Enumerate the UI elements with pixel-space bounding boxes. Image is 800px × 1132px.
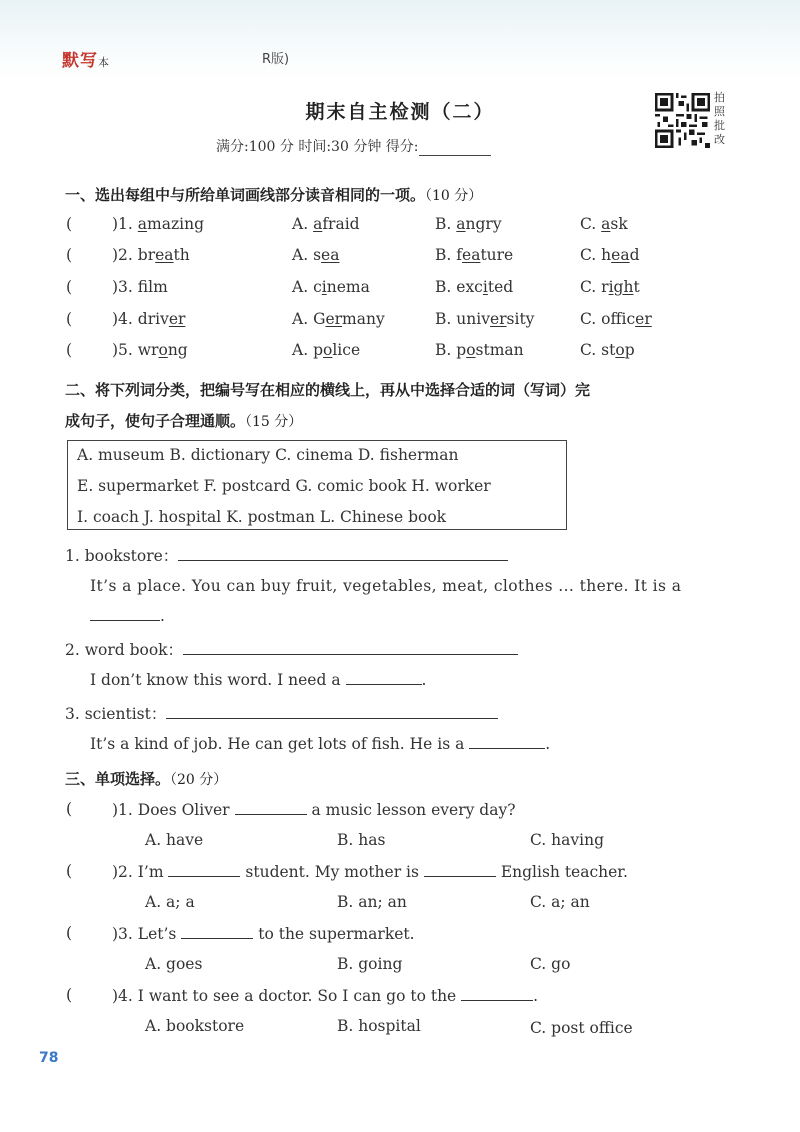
- q1-option-c-3[interactable]: C. right: [580, 278, 640, 296]
- q1-option-c-4[interactable]: C. officer: [580, 310, 652, 328]
- q1-option-b-2[interactable]: B. feature: [435, 246, 514, 264]
- q2-1-sentence: It’s a place. You can buy fruit, vegetables, meat, clothes ... there. It is a: [90, 577, 682, 595]
- q3-4-paren[interactable]: (: [66, 986, 73, 1004]
- q2-1-word-blank[interactable]: [90, 606, 160, 621]
- header-band: [0, 0, 800, 80]
- q1-word-5: )5. wrong: [112, 341, 188, 359]
- underlined-part: ea: [462, 246, 481, 264]
- qr-code-icon[interactable]: [655, 93, 710, 148]
- q3-3-stem: )3. Let’s to the supermarket.: [112, 925, 415, 943]
- score-info: 满分:100 分 时间:30 分钟 得分:: [216, 139, 419, 155]
- q3-1-option-a[interactable]: A. have: [145, 831, 204, 849]
- q3-2-stem: )2. I’m student. My mother is English teacher.: [112, 863, 628, 881]
- edition-label: R版): [262, 52, 290, 67]
- underlined-part: i: [482, 278, 488, 296]
- q2-1-label-line: 1. bookstore：: [65, 544, 508, 566]
- word-bank-box: [67, 440, 567, 530]
- brand-logo: 默写本: [62, 51, 110, 71]
- underlined-part: er: [489, 310, 507, 328]
- q2-1-answer-line: .: [90, 606, 165, 625]
- word-bank-row: A. museum B. dictionary C. cinema D. fisherman: [77, 446, 459, 464]
- underlined-part: o: [466, 341, 476, 359]
- q1-option-a-4[interactable]: A. Germany: [292, 310, 385, 328]
- page-title: 期末自主检测（二）: [305, 101, 495, 123]
- q2-2-word-blank[interactable]: [346, 670, 422, 685]
- qr-caption: 拍照批改: [714, 91, 725, 146]
- q1-word-4: )4. driver: [112, 310, 186, 328]
- underlined-part: er: [635, 310, 652, 328]
- answer-paren[interactable]: (: [66, 246, 73, 264]
- q3-2-option-b[interactable]: B. an; an: [337, 893, 407, 911]
- answer-paren[interactable]: (: [66, 278, 73, 296]
- q1-option-a-2[interactable]: A. sea: [292, 246, 340, 264]
- q1-option-b-5[interactable]: B. postman: [435, 341, 524, 359]
- underlined-part: a: [456, 215, 466, 233]
- underlined-part: o: [615, 341, 625, 359]
- q3-4-option-b[interactable]: B. hospital: [337, 1017, 421, 1035]
- q3-2-blank-2[interactable]: [424, 862, 496, 877]
- section-1-heading: 一、选出每组中与所给单词画线部分读音相同的一项。（10 分）: [65, 186, 483, 204]
- underlined-part: igh: [608, 278, 634, 296]
- q3-3-option-a[interactable]: A. goes: [145, 955, 203, 973]
- answer-paren[interactable]: (: [66, 215, 73, 233]
- q2-3-label-line: 3. scientist：: [65, 702, 498, 724]
- q3-3-blank[interactable]: [181, 924, 253, 939]
- word-bank-row: E. supermarket F. postcard G. comic book H. worker: [77, 477, 491, 495]
- q3-1-option-b[interactable]: B. has: [337, 831, 386, 849]
- underlined-part: er: [325, 310, 343, 328]
- underlined-part: a: [313, 215, 323, 233]
- q1-option-a-1[interactable]: A. afraid: [292, 215, 360, 233]
- q2-2-sentence-line: I don’t know this word. I need a .: [90, 671, 427, 689]
- q2-3-word-blank[interactable]: [469, 734, 545, 749]
- q1-option-b-4[interactable]: B. university: [435, 310, 535, 328]
- q3-2-blank-1[interactable]: [168, 862, 240, 877]
- q1-option-c-2[interactable]: C. head: [580, 246, 640, 264]
- q1-option-a-5[interactable]: A. police: [292, 341, 361, 359]
- q3-3-paren[interactable]: (: [66, 924, 73, 942]
- q3-1-paren[interactable]: (: [66, 800, 73, 818]
- q2-2-category-blank[interactable]: [183, 640, 518, 655]
- answer-paren[interactable]: (: [66, 310, 73, 328]
- q3-4-option-c[interactable]: C. post office: [530, 1019, 633, 1037]
- q1-option-a-3[interactable]: A. cinema: [292, 278, 370, 296]
- section-3-heading: 三、单项选择。（20 分）: [65, 770, 228, 788]
- underlined-part: a: [601, 215, 611, 233]
- section-2-heading: 二、将下列词分类，把编号写在相应的横线上，再从中选择合适的词（写词）完 成句子，使句子合理通顺。（15 分）: [65, 381, 591, 430]
- q3-2-option-a[interactable]: A. a; a: [145, 893, 195, 911]
- underlined-part: o: [323, 341, 333, 359]
- q2-2-label-line: 2. word book：: [65, 638, 518, 660]
- q3-1-option-c[interactable]: C. having: [530, 831, 605, 849]
- q3-4-option-a[interactable]: A. bookstore: [145, 1017, 245, 1035]
- underlined-part: o: [158, 341, 168, 359]
- q2-3-sentence-line: It’s a kind of job. He can get lots of fish. He is a .: [90, 735, 551, 753]
- q3-4-blank[interactable]: [461, 986, 533, 1001]
- underlined-part: ea: [155, 246, 174, 264]
- q3-2-option-c[interactable]: C. a; an: [530, 893, 590, 911]
- q3-1-blank[interactable]: [235, 800, 307, 815]
- q2-3-category-blank[interactable]: [166, 704, 498, 719]
- q3-3-option-b[interactable]: B. going: [337, 955, 403, 973]
- word-bank-row: I. coach J. hospital K. postman L. Chinese book: [77, 508, 447, 526]
- q1-word-2: )2. breath: [112, 246, 190, 264]
- q1-option-b-1[interactable]: B. angry: [435, 215, 502, 233]
- underlined-part: a: [137, 215, 148, 233]
- score-blank[interactable]: [419, 141, 491, 156]
- q3-3-option-c[interactable]: C. go: [530, 955, 571, 973]
- q1-option-b-3[interactable]: B. excited: [435, 278, 514, 296]
- answer-paren[interactable]: (: [66, 341, 73, 359]
- q3-2-paren[interactable]: (: [66, 862, 73, 880]
- q3-4-stem: )4. I want to see a doctor. So I can go to the .: [112, 987, 539, 1005]
- q1-word-1: )1. amazing: [112, 215, 204, 233]
- q1-word-3: )3. flm: [112, 278, 168, 296]
- page-number: 78: [39, 1050, 59, 1066]
- score-line: [216, 136, 491, 156]
- q3-1-stem: )1. Does Oliver a music lesson every day?: [112, 801, 516, 819]
- underlined-part: ea: [611, 246, 630, 264]
- q1-option-c-1[interactable]: C. ask: [580, 215, 628, 233]
- q1-option-c-5[interactable]: C. stop: [580, 341, 635, 359]
- underlined-part: i: [321, 278, 327, 296]
- underlined-part: ea: [321, 246, 340, 264]
- q2-1-category-blank[interactable]: [178, 546, 508, 561]
- underlined-part: er: [168, 310, 186, 328]
